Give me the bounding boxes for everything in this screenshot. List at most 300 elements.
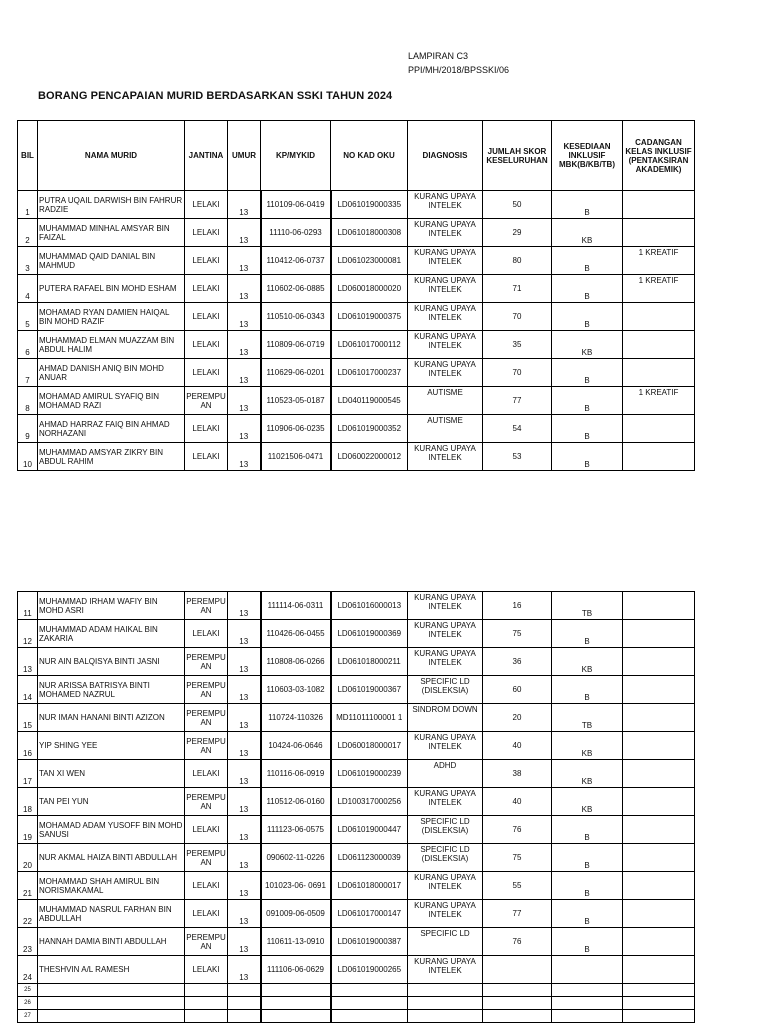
cell-diagnosis: SINDROM DOWN bbox=[408, 704, 483, 732]
table-row bbox=[18, 275, 695, 303]
cell-diagnosis: AUTISME bbox=[408, 387, 483, 415]
cell-umur: 13 bbox=[228, 900, 261, 928]
cell-jantina: LELAKI bbox=[185, 303, 228, 331]
cell-kp: 11110-06-0293 bbox=[261, 219, 331, 247]
cell-jantina: LELAKI bbox=[185, 275, 228, 303]
cell-empty bbox=[408, 984, 483, 997]
table-row bbox=[18, 844, 695, 872]
cell-jantina: LELAKI bbox=[185, 359, 228, 387]
cell-empty bbox=[552, 997, 623, 1010]
cell-kesediaan: KB bbox=[552, 760, 623, 788]
cell-cadangan bbox=[623, 844, 695, 872]
cell-empty bbox=[483, 1010, 552, 1023]
cell-skor: 29 bbox=[483, 219, 552, 247]
cell-kesediaan: B bbox=[552, 620, 623, 648]
cell-kp: 10424-06-0646 bbox=[261, 732, 331, 760]
cell-empty bbox=[331, 997, 408, 1010]
cell-diagnosis: KURANG UPAYA INTELEK bbox=[408, 592, 483, 620]
cell-empty bbox=[483, 984, 552, 997]
cell-nama: TAN PEI YUN bbox=[38, 788, 185, 816]
cell-kp: 110510-06-0343 bbox=[261, 303, 331, 331]
cell-jantina: PEREMPU AN bbox=[185, 676, 228, 704]
cell-cadangan bbox=[623, 732, 695, 760]
cell-empty bbox=[228, 997, 261, 1010]
cell-umur: 13 bbox=[228, 415, 261, 443]
table-row bbox=[18, 676, 695, 704]
cell-oku: LD061018000017 bbox=[331, 872, 408, 900]
cell-nama: MOHAMAD ADAM YUSOFF BIN MOHD SANUSI bbox=[38, 816, 185, 844]
cell-skor: 40 bbox=[483, 732, 552, 760]
cell-diagnosis: AUTISME bbox=[408, 415, 483, 443]
cell-jantina: PEREMPU AN bbox=[185, 788, 228, 816]
cell-empty bbox=[331, 1010, 408, 1023]
cell-diagnosis: KURANG UPAYA INTELEK bbox=[408, 331, 483, 359]
cell-kesediaan: B bbox=[552, 303, 623, 331]
cell-nama: NUR AKMAL HAIZA BINTI ABDULLAH bbox=[38, 844, 185, 872]
cell-jantina: LELAKI bbox=[185, 191, 228, 219]
cell-diagnosis: KURANG UPAYA INTELEK bbox=[408, 788, 483, 816]
cell-bil: 9 bbox=[18, 415, 38, 443]
cell-jantina: PEREMPU AN bbox=[185, 844, 228, 872]
table-row bbox=[18, 788, 695, 816]
cell-diagnosis: ADHD bbox=[408, 760, 483, 788]
cell-jantina: LELAKI bbox=[185, 816, 228, 844]
col-oku: NO KAD OKU bbox=[331, 121, 408, 191]
col-cadangan: CADANGAN KELAS INKLUSIF (PENTAKSIRAN AKADEMIK) bbox=[623, 121, 695, 191]
cell-kesediaan: B bbox=[552, 928, 623, 956]
cell-oku: LD061019000387 bbox=[331, 928, 408, 956]
cell-kp: 111106-06-0629 bbox=[261, 956, 331, 984]
cell-jantina: LELAKI bbox=[185, 247, 228, 275]
table-row bbox=[18, 443, 695, 471]
cell-oku: LD060018000020 bbox=[331, 275, 408, 303]
table-row bbox=[18, 900, 695, 928]
empty-row bbox=[18, 1010, 695, 1023]
col-bil: BIL bbox=[18, 121, 38, 191]
cell-bil: 19 bbox=[18, 816, 38, 844]
cell-oku: LD061123000039 bbox=[331, 844, 408, 872]
cell-skor: 60 bbox=[483, 676, 552, 704]
cell-cadangan: 1 KREATIF bbox=[623, 275, 695, 303]
cell-empty bbox=[261, 1010, 331, 1023]
cell-kesediaan: B bbox=[552, 816, 623, 844]
cell-kp: 110426-06-0455 bbox=[261, 620, 331, 648]
cell-bil: 15 bbox=[18, 704, 38, 732]
table-row bbox=[18, 303, 695, 331]
cell-umur: 13 bbox=[228, 872, 261, 900]
cell-umur: 13 bbox=[228, 303, 261, 331]
cell-cadangan bbox=[623, 956, 695, 984]
cell-empty bbox=[331, 984, 408, 997]
cell-empty bbox=[483, 997, 552, 1010]
cell-skor: 76 bbox=[483, 928, 552, 956]
cell-umur: 13 bbox=[228, 928, 261, 956]
cell-oku: LD061017000112 bbox=[331, 331, 408, 359]
cell-bil: 10 bbox=[18, 443, 38, 471]
cell-umur: 13 bbox=[228, 788, 261, 816]
cell-oku: LD060018000017 bbox=[331, 732, 408, 760]
cell-nama: MUHAMMAD IRHAM WAFIY BIN MOHD ASRI bbox=[38, 592, 185, 620]
cell-nama: YIP SHING YEE bbox=[38, 732, 185, 760]
cell-umur: 13 bbox=[228, 732, 261, 760]
cell-nama: MOHAMAD RYAN DAMIEN HAIQAL BIN MOHD RAZIF bbox=[38, 303, 185, 331]
cell-empty bbox=[623, 997, 695, 1010]
cell-kp: 110603-03-1082 bbox=[261, 676, 331, 704]
table-row bbox=[18, 620, 695, 648]
cell-jantina: LELAKI bbox=[185, 415, 228, 443]
cell-kp: 110512-06-0160 bbox=[261, 788, 331, 816]
cell-cadangan bbox=[623, 872, 695, 900]
cell-bil: 21 bbox=[18, 872, 38, 900]
cell-diagnosis: SPECIFIC LD (DISLEKSIA) bbox=[408, 844, 483, 872]
cell-diagnosis: KURANG UPAYA INTELEK bbox=[408, 443, 483, 471]
cell-empty bbox=[228, 1010, 261, 1023]
cell-oku: LD060022000012 bbox=[331, 443, 408, 471]
cell-skor: 70 bbox=[483, 303, 552, 331]
cell-skor: 40 bbox=[483, 788, 552, 816]
cell-cadangan bbox=[623, 760, 695, 788]
cell-nama: MOHAMAD AMIRUL SYAFIQ BIN MOHAMAD RAZI bbox=[38, 387, 185, 415]
ref-code: PPI/MH/2018/BPSSKI/06 bbox=[408, 65, 510, 75]
cell-bil: 22 bbox=[18, 900, 38, 928]
cell-kp: 110116-06-0919 bbox=[261, 760, 331, 788]
cell-nama: MUHAMMAD QAID DANIAL BIN MAHMUD bbox=[38, 247, 185, 275]
table-header-row bbox=[18, 121, 695, 191]
cell-empty bbox=[261, 984, 331, 997]
cell-diagnosis: KURANG UPAYA INTELEK bbox=[408, 247, 483, 275]
cell-skor: 70 bbox=[483, 359, 552, 387]
cell-umur: 13 bbox=[228, 620, 261, 648]
cell-skor: 50 bbox=[483, 191, 552, 219]
cell-cadangan bbox=[623, 676, 695, 704]
cell-nama: TAN XI WEN bbox=[38, 760, 185, 788]
cell-kp: 110602-06-0885 bbox=[261, 275, 331, 303]
cell-kesediaan: TB bbox=[552, 592, 623, 620]
cell-diagnosis: KURANG UPAYA INTELEK bbox=[408, 275, 483, 303]
cell-kp: 110523-05-0187 bbox=[261, 387, 331, 415]
cell-bil: 2 bbox=[18, 219, 38, 247]
cell-cadangan bbox=[623, 303, 695, 331]
cell-oku: LD061016000013 bbox=[331, 592, 408, 620]
cell-empty bbox=[261, 997, 331, 1010]
table-row bbox=[18, 219, 695, 247]
cell-skor: 38 bbox=[483, 760, 552, 788]
cell-umur: 13 bbox=[228, 956, 261, 984]
cell-kesediaan: TB bbox=[552, 704, 623, 732]
cell-jantina: PEREMPU AN bbox=[185, 387, 228, 415]
cell-nama: MUHAMMAD NASRUL FARHAN BIN ABDULLAH bbox=[38, 900, 185, 928]
cell-cadangan bbox=[623, 415, 695, 443]
cell-skor: 75 bbox=[483, 844, 552, 872]
cell-nama: NUR AIN BALQISYA BINTI JASNI bbox=[38, 648, 185, 676]
cell-empty bbox=[623, 1010, 695, 1023]
cell-skor: 16 bbox=[483, 592, 552, 620]
cell-jantina: PEREMPU AN bbox=[185, 648, 228, 676]
cell-kesediaan: B bbox=[552, 415, 623, 443]
cell-bil: 25 bbox=[18, 984, 38, 997]
cell-kp: 090602-11-0226 bbox=[261, 844, 331, 872]
cell-jantina: LELAKI bbox=[185, 956, 228, 984]
table-row bbox=[18, 704, 695, 732]
cell-jantina: LELAKI bbox=[185, 443, 228, 471]
cell-kesediaan bbox=[552, 956, 623, 984]
cell-umur: 13 bbox=[228, 816, 261, 844]
cell-umur: 13 bbox=[228, 592, 261, 620]
cell-diagnosis: SPECIFIC LD (DISLEKSIA) bbox=[408, 816, 483, 844]
cell-oku: LD061019000265 bbox=[331, 956, 408, 984]
col-kesediaan: KESEDIAAN INKLUSIF MBK(B/KB/TB) bbox=[552, 121, 623, 191]
cell-umur: 13 bbox=[228, 648, 261, 676]
cell-oku: LD100317000256 bbox=[331, 788, 408, 816]
cell-empty bbox=[623, 984, 695, 997]
cell-cadangan bbox=[623, 592, 695, 620]
cell-diagnosis: KURANG UPAYA INTELEK bbox=[408, 732, 483, 760]
cell-nama: AHMAD HARRAZ FAIQ BIN AHMAD NORHAZANI bbox=[38, 415, 185, 443]
cell-cadangan bbox=[623, 788, 695, 816]
cell-nama: MUHAMMAD AMSYAR ZIKRY BIN ABDUL RAHIM bbox=[38, 443, 185, 471]
cell-diagnosis: SPECIFIC LD bbox=[408, 928, 483, 956]
cell-bil: 12 bbox=[18, 620, 38, 648]
cell-kesediaan: KB bbox=[552, 648, 623, 676]
cell-kesediaan: KB bbox=[552, 732, 623, 760]
cell-kesediaan: B bbox=[552, 872, 623, 900]
cell-skor: 20 bbox=[483, 704, 552, 732]
cell-bil: 24 bbox=[18, 956, 38, 984]
table-row bbox=[18, 247, 695, 275]
cell-oku: LD061023000081 bbox=[331, 247, 408, 275]
cell-kp: 110906-06-0235 bbox=[261, 415, 331, 443]
cell-diagnosis: KURANG UPAYA INTELEK bbox=[408, 303, 483, 331]
cell-skor: 76 bbox=[483, 816, 552, 844]
col-diagnosis: DIAGNOSIS bbox=[408, 121, 483, 191]
cell-kesediaan: B bbox=[552, 844, 623, 872]
cell-kp: 111114-06-0311 bbox=[261, 592, 331, 620]
cell-diagnosis: KURANG UPAYA INTELEK bbox=[408, 648, 483, 676]
cell-oku: LD061019000335 bbox=[331, 191, 408, 219]
cell-bil: 20 bbox=[18, 844, 38, 872]
cell-jantina: PEREMPU AN bbox=[185, 732, 228, 760]
cell-kesediaan: B bbox=[552, 275, 623, 303]
cell-nama: MUHAMMAD ADAM HAIKAL BIN ZAKARIA bbox=[38, 620, 185, 648]
cell-kp: 110412-06-0737 bbox=[261, 247, 331, 275]
cell-diagnosis: KURANG UPAYA INTELEK bbox=[408, 191, 483, 219]
cell-bil: 3 bbox=[18, 247, 38, 275]
empty-row bbox=[18, 997, 695, 1010]
table-row bbox=[18, 359, 695, 387]
cell-nama: THESHVIN A/L RAMESH bbox=[38, 956, 185, 984]
cell-kesediaan: B bbox=[552, 443, 623, 471]
col-kp: KP/MYKID bbox=[261, 121, 331, 191]
cell-bil: 5 bbox=[18, 303, 38, 331]
cell-skor: 55 bbox=[483, 872, 552, 900]
cell-jantina: PEREMPU AN bbox=[185, 928, 228, 956]
cell-jantina: LELAKI bbox=[185, 331, 228, 359]
table-row bbox=[18, 191, 695, 219]
cell-empty bbox=[38, 984, 185, 997]
cell-umur: 13 bbox=[228, 704, 261, 732]
cell-bil: 17 bbox=[18, 760, 38, 788]
table-row bbox=[18, 592, 695, 620]
cell-bil: 14 bbox=[18, 676, 38, 704]
cell-umur: 13 bbox=[228, 676, 261, 704]
col-jantina: JANTINA bbox=[185, 121, 228, 191]
students-table-1 bbox=[17, 120, 695, 471]
cell-cadangan bbox=[623, 191, 695, 219]
cell-empty bbox=[185, 984, 228, 997]
cell-kesediaan: B bbox=[552, 900, 623, 928]
cell-bil: 23 bbox=[18, 928, 38, 956]
cell-oku: LD061018000308 bbox=[331, 219, 408, 247]
cell-skor: 53 bbox=[483, 443, 552, 471]
table-row bbox=[18, 648, 695, 676]
cell-nama: NUR IMAN HANANI BINTI AZIZON bbox=[38, 704, 185, 732]
cell-umur: 13 bbox=[228, 331, 261, 359]
cell-umur: 13 bbox=[228, 219, 261, 247]
cell-oku: LD061019000375 bbox=[331, 303, 408, 331]
table-row bbox=[18, 760, 695, 788]
table-row bbox=[18, 331, 695, 359]
cell-diagnosis: KURANG UPAYA INTELEK bbox=[408, 872, 483, 900]
cell-jantina: LELAKI bbox=[185, 760, 228, 788]
cell-skor: 35 bbox=[483, 331, 552, 359]
cell-nama: MOHAMMAD SHAH AMIRUL BIN NORISMAKAMAL bbox=[38, 872, 185, 900]
cell-kesediaan: B bbox=[552, 387, 623, 415]
document-title: BORANG PENCAPAIAN MURID BERDASARKAN SSKI TAHUN 2024 bbox=[38, 90, 393, 102]
cell-cadangan bbox=[623, 648, 695, 676]
cell-oku: LD040119000545 bbox=[331, 387, 408, 415]
cell-diagnosis: KURANG UPAYA INTELEK bbox=[408, 900, 483, 928]
cell-empty bbox=[552, 984, 623, 997]
cell-oku: LD061019000352 bbox=[331, 415, 408, 443]
cell-kesediaan: B bbox=[552, 191, 623, 219]
cell-oku: MD11011100001 1 bbox=[331, 704, 408, 732]
cell-skor: 80 bbox=[483, 247, 552, 275]
cell-diagnosis: KURANG UPAYA INTELEK bbox=[408, 956, 483, 984]
cell-cadangan bbox=[623, 620, 695, 648]
cell-kesediaan: KB bbox=[552, 219, 623, 247]
cell-skor bbox=[483, 956, 552, 984]
cell-kp: 110611-13-0910 bbox=[261, 928, 331, 956]
cell-empty bbox=[38, 997, 185, 1010]
cell-empty bbox=[408, 997, 483, 1010]
cell-kp: 091009-06-0509 bbox=[261, 900, 331, 928]
cell-umur: 13 bbox=[228, 760, 261, 788]
students-table-2 bbox=[17, 591, 695, 1023]
ref-lampiran: LAMPIRAN C3 bbox=[408, 51, 469, 61]
cell-cadangan bbox=[623, 443, 695, 471]
cell-oku: LD061019000447 bbox=[331, 816, 408, 844]
cell-jantina: LELAKI bbox=[185, 900, 228, 928]
cell-oku: LD061019000367 bbox=[331, 676, 408, 704]
cell-kp: 110629-06-0201 bbox=[261, 359, 331, 387]
cell-skor: 77 bbox=[483, 900, 552, 928]
cell-jantina: PEREMPU AN bbox=[185, 592, 228, 620]
cell-jantina: PEREMPU AN bbox=[185, 704, 228, 732]
cell-skor: 77 bbox=[483, 387, 552, 415]
cell-empty bbox=[38, 1010, 185, 1023]
col-skor: JUMLAH SKOR KESELURUHAN bbox=[483, 121, 552, 191]
cell-umur: 13 bbox=[228, 275, 261, 303]
cell-jantina: LELAKI bbox=[185, 219, 228, 247]
cell-empty bbox=[552, 1010, 623, 1023]
cell-kp: 111123-06-0575 bbox=[261, 816, 331, 844]
table-row bbox=[18, 872, 695, 900]
cell-nama: HANNAH DAMIA BINTI ABDULLAH bbox=[38, 928, 185, 956]
cell-bil: 18 bbox=[18, 788, 38, 816]
table-row bbox=[18, 928, 695, 956]
cell-bil: 6 bbox=[18, 331, 38, 359]
cell-umur: 13 bbox=[228, 247, 261, 275]
cell-bil: 8 bbox=[18, 387, 38, 415]
cell-oku: LD061019000239 bbox=[331, 760, 408, 788]
cell-umur: 13 bbox=[228, 844, 261, 872]
cell-diagnosis: SPECIFIC LD (DISLEKSIA) bbox=[408, 676, 483, 704]
cell-cadangan: 1 KREATIF bbox=[623, 387, 695, 415]
cell-oku: LD061017000237 bbox=[331, 359, 408, 387]
cell-jantina: LELAKI bbox=[185, 620, 228, 648]
cell-bil: 26 bbox=[18, 997, 38, 1010]
cell-oku: LD061017000147 bbox=[331, 900, 408, 928]
cell-bil: 16 bbox=[18, 732, 38, 760]
cell-umur: 13 bbox=[228, 191, 261, 219]
cell-umur: 13 bbox=[228, 387, 261, 415]
cell-nama: AHMAD DANISH ANIQ BIN MOHD ANUAR bbox=[38, 359, 185, 387]
cell-cadangan bbox=[623, 331, 695, 359]
cell-kesediaan: KB bbox=[552, 788, 623, 816]
table-row bbox=[18, 415, 695, 443]
cell-kp: 110109-06-0419 bbox=[261, 191, 331, 219]
cell-kp: 110724-110326 bbox=[261, 704, 331, 732]
cell-umur: 13 bbox=[228, 443, 261, 471]
table-row bbox=[18, 956, 695, 984]
cell-cadangan bbox=[623, 219, 695, 247]
cell-empty bbox=[185, 997, 228, 1010]
cell-nama: MUHAMMAD MINHAL AMSYAR BIN FAIZAL bbox=[38, 219, 185, 247]
cell-nama: NUR ARISSA BATRISYA BINTI MOHAMED NAZRUL bbox=[38, 676, 185, 704]
cell-cadangan bbox=[623, 359, 695, 387]
cell-bil: 11 bbox=[18, 592, 38, 620]
cell-cadangan bbox=[623, 900, 695, 928]
cell-bil: 1 bbox=[18, 191, 38, 219]
cell-kp: 11021506-0471 bbox=[261, 443, 331, 471]
cell-oku: LD061019000369 bbox=[331, 620, 408, 648]
cell-empty bbox=[185, 1010, 228, 1023]
cell-kesediaan: B bbox=[552, 247, 623, 275]
cell-bil: 4 bbox=[18, 275, 38, 303]
cell-kesediaan: KB bbox=[552, 331, 623, 359]
cell-cadangan bbox=[623, 928, 695, 956]
cell-skor: 36 bbox=[483, 648, 552, 676]
cell-skor: 75 bbox=[483, 620, 552, 648]
cell-jantina: LELAKI bbox=[185, 872, 228, 900]
cell-umur: 13 bbox=[228, 359, 261, 387]
table-row bbox=[18, 816, 695, 844]
cell-diagnosis: KURANG UPAYA INTELEK bbox=[408, 359, 483, 387]
cell-kp: 101023-06- 0691 bbox=[261, 872, 331, 900]
cell-empty bbox=[408, 1010, 483, 1023]
cell-oku: LD061018000211 bbox=[331, 648, 408, 676]
cell-diagnosis: KURANG UPAYA INTELEK bbox=[408, 620, 483, 648]
col-nama: NAMA MURID bbox=[38, 121, 185, 191]
cell-kp: 110809-06-0719 bbox=[261, 331, 331, 359]
cell-kesediaan: B bbox=[552, 359, 623, 387]
cell-empty bbox=[228, 984, 261, 997]
cell-skor: 54 bbox=[483, 415, 552, 443]
table-row bbox=[18, 387, 695, 415]
cell-kesediaan: B bbox=[552, 676, 623, 704]
cell-diagnosis: KURANG UPAYA INTELEK bbox=[408, 219, 483, 247]
cell-cadangan bbox=[623, 704, 695, 732]
